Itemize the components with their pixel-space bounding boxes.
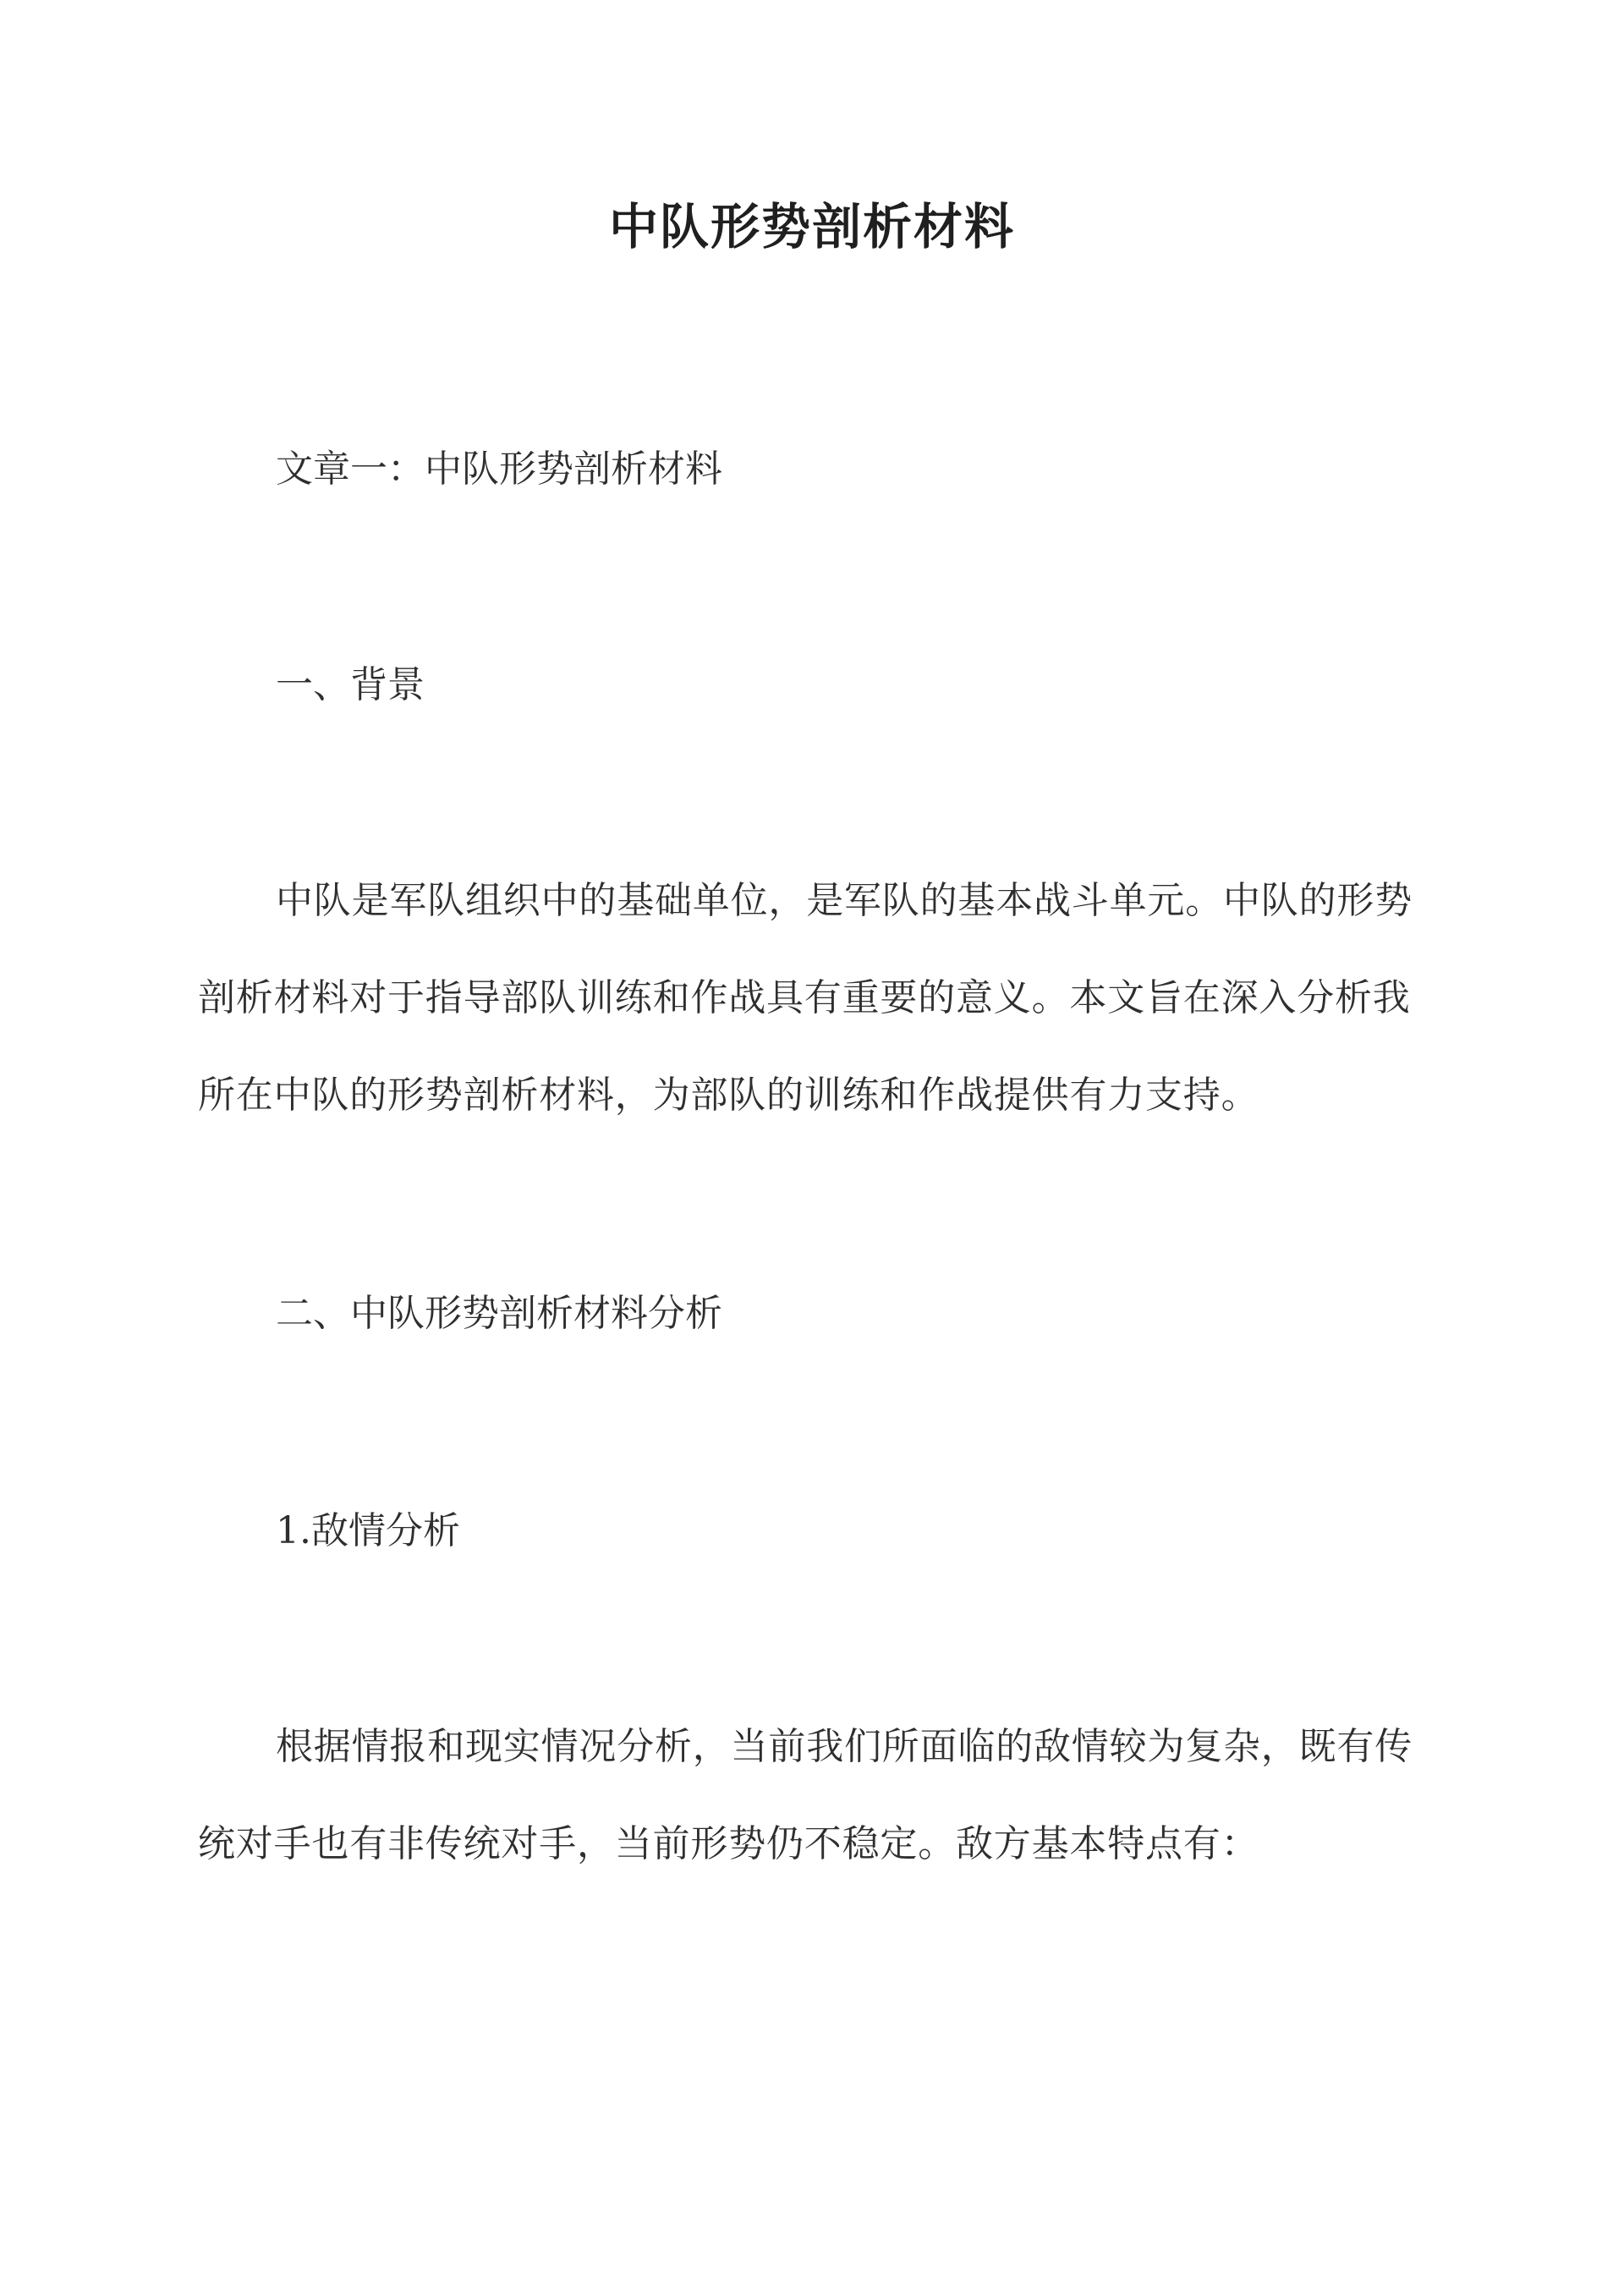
paragraph-line: 所在中队的形势剖析材料，为部队的训练和作战提供有力支持。 <box>198 1074 1259 1117</box>
paragraph-line: 剖析材料对于指导部队训练和作战具有重要的意义。本文旨在深入分析我 <box>198 976 1411 1019</box>
article-label: 文章一：中队形势剖析材料 <box>276 448 722 491</box>
paragraph-line: 统对手也有非传统对手，当前形势仍不稳定。敌方基本特点有： <box>198 1822 1259 1865</box>
document-title: 中队形势剖析材料 <box>608 198 1015 255</box>
paragraph-line: 根据情报和现实情况分析，当前我们所面临的敌情较为复杂，既有传 <box>276 1725 1413 1768</box>
paragraph-line: 中队是军队组织中的基础单位，是军队的基本战斗单元。中队的形势 <box>276 879 1413 922</box>
subsection-heading-enemy: 1.敌情分析 <box>276 1509 460 1552</box>
section-heading-background: 一、背景 <box>276 663 425 706</box>
section-heading-analysis: 二、中队形势剖析材料分析 <box>276 1292 722 1335</box>
